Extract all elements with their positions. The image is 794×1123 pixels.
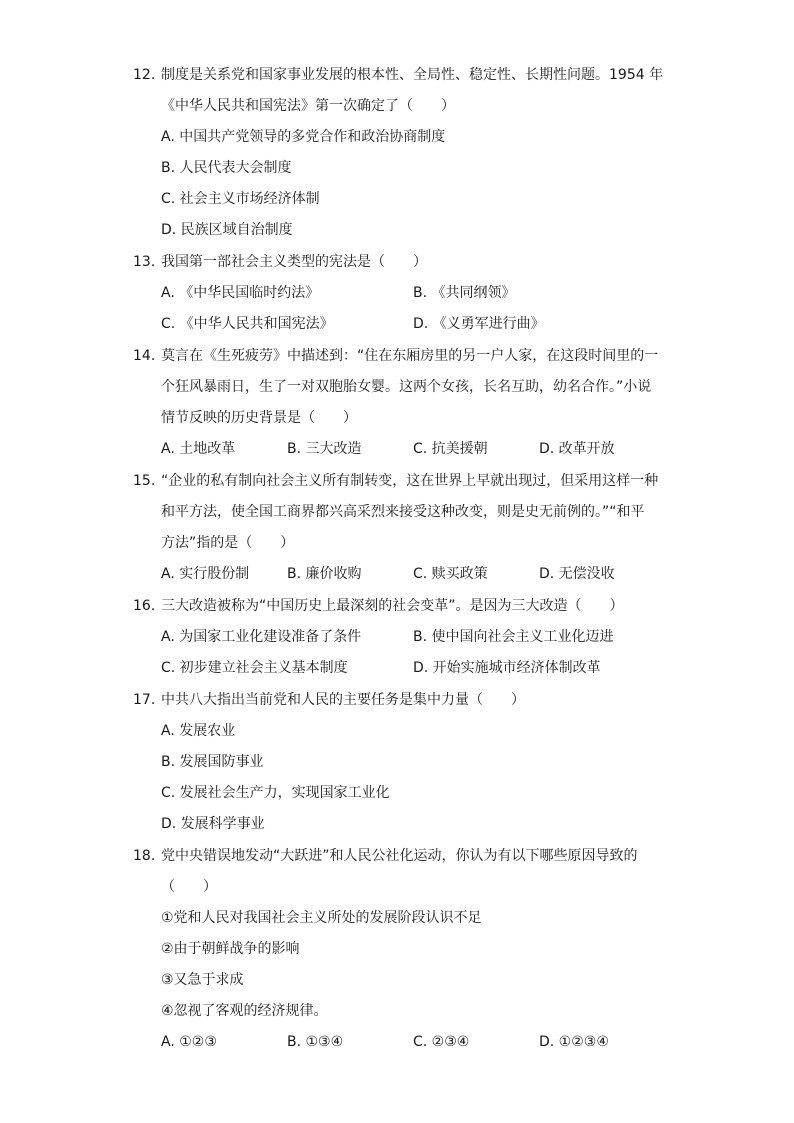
question-stem <box>133 341 678 434</box>
stem-line: 中共八大指出当前党和人民的主要任务是集中力量（ ） <box>161 692 525 708</box>
statements <box>133 903 678 1027</box>
options <box>133 1027 678 1058</box>
statement-2: ②由于朝鲜战争的影响 <box>161 941 300 957</box>
stem-line: 三大改造被称为“中国历史上最深刻的社会变革”。是因为三大改造（ ） <box>161 598 624 614</box>
question-17 <box>133 685 678 840</box>
stem-line: 莫言在《生死疲劳》中描述到：“住在东厢房里的另一户人家，在这段时间里的一 <box>161 348 659 364</box>
option-c[interactable]: C. 发展社会生产力，实现国家工业化 <box>161 785 390 801</box>
question-number: 18. <box>133 848 156 864</box>
option-b[interactable]: B. 人民代表大会制度 <box>161 160 292 176</box>
options <box>133 622 678 684</box>
stem-line: 《中华人民共和国宪法》第一次确定了（ ） <box>161 98 455 114</box>
option-b[interactable]: B. 三大改造 <box>287 441 362 457</box>
option-b[interactable]: B. 使中国向社会主义工业化迈进 <box>413 629 614 645</box>
option-b[interactable]: B. 廉价收购 <box>287 566 362 582</box>
option-a[interactable]: A. ①②③ <box>161 1034 217 1050</box>
options <box>133 559 678 590</box>
option-c[interactable]: C. 《中华人民共和国宪法》 <box>161 316 334 332</box>
question-stem <box>133 841 678 903</box>
option-a[interactable]: A. 《中华民国临时约法》 <box>161 285 320 301</box>
question-stem <box>133 466 678 559</box>
option-d[interactable]: D. 发展科学事业 <box>161 816 265 832</box>
options <box>133 716 678 840</box>
question-15 <box>133 466 678 590</box>
option-d[interactable]: D. 开始实施城市经济体制改革 <box>413 660 601 676</box>
question-number: 17. <box>133 692 156 708</box>
question-stem <box>133 685 678 716</box>
question-number: 13. <box>133 254 156 270</box>
statement-1: ①党和人民对我国社会主义所处的发展阶段认识不足 <box>161 910 482 926</box>
question-stem <box>133 60 678 122</box>
question-number: 16. <box>133 598 156 614</box>
question-14 <box>133 341 678 465</box>
option-c[interactable]: C. 赎买政策 <box>413 566 488 582</box>
stem-line: 党中央错误地发动“大跃进”和人民公社化运动，你认为有以下哪些原因导致的 <box>161 848 638 864</box>
stem-line: 方法”指的是（ ） <box>161 535 295 551</box>
option-c[interactable]: C. 社会主义市场经济体制 <box>161 191 320 207</box>
question-16 <box>133 591 678 684</box>
option-d[interactable]: D. 改革开放 <box>539 441 615 457</box>
options <box>133 434 678 465</box>
option-a[interactable]: A. 发展农业 <box>161 723 236 739</box>
stem-line: （ ） <box>161 879 217 895</box>
statement-4: ④忽视了客观的经济规律。 <box>161 1003 328 1019</box>
question-13 <box>133 247 678 340</box>
stem-line: 个狂风暴雨日，生了一对双胞胎女婴。这两个女孩，长名互助，幼名合作。”小说 <box>161 379 652 395</box>
option-a[interactable]: A. 中国共产党领导的多党合作和政治协商制度 <box>161 129 446 145</box>
option-b[interactable]: B. 《共同纲领》 <box>413 285 516 301</box>
option-a[interactable]: A. 为国家工业化建设准备了条件 <box>161 629 362 645</box>
option-d[interactable]: D. 《义勇军进行曲》 <box>413 316 545 332</box>
stem-line: 情节反映的历史背景是（ ） <box>161 410 357 426</box>
options <box>133 122 678 246</box>
stem-line: 我国第一部社会主义类型的宪法是（ ） <box>161 254 427 270</box>
option-b[interactable]: B. 发展国防事业 <box>161 754 264 770</box>
question-12 <box>133 60 678 246</box>
option-d[interactable]: D. 无偿没收 <box>539 566 615 582</box>
question-stem <box>133 591 678 622</box>
option-c[interactable]: C. ②③④ <box>413 1034 470 1050</box>
option-d[interactable]: D. 民族区域自治制度 <box>161 222 293 238</box>
question-number: 15. <box>133 473 156 489</box>
statement-3: ③又急于求成 <box>161 972 244 988</box>
stem-line: 制度是关系党和国家事业发展的根本性、全局性、稳定性、长期性问题。1954 年 <box>161 67 664 83</box>
option-b[interactable]: B. ①③④ <box>287 1034 344 1050</box>
options <box>133 278 678 340</box>
option-c[interactable]: C. 初步建立社会主义基本制度 <box>161 660 348 676</box>
question-stem <box>133 247 678 278</box>
option-a[interactable]: A. 土地改革 <box>161 441 236 457</box>
question-number: 12. <box>133 67 156 83</box>
option-c[interactable]: C. 抗美援朝 <box>413 441 488 457</box>
question-number: 14. <box>133 348 156 364</box>
option-d[interactable]: D. ①②③④ <box>539 1034 609 1050</box>
option-a[interactable]: A. 实行股份制 <box>161 566 250 582</box>
stem-line: 和平方法，使全国工商界都兴高采烈来接受这种改变，则是史无前例的。”“和平 <box>161 504 645 520</box>
stem-line: “企业的私有制向社会主义所有制转变，这在世界上早就出现过，但采用这样一种 <box>161 473 659 489</box>
question-18 <box>133 841 678 1058</box>
